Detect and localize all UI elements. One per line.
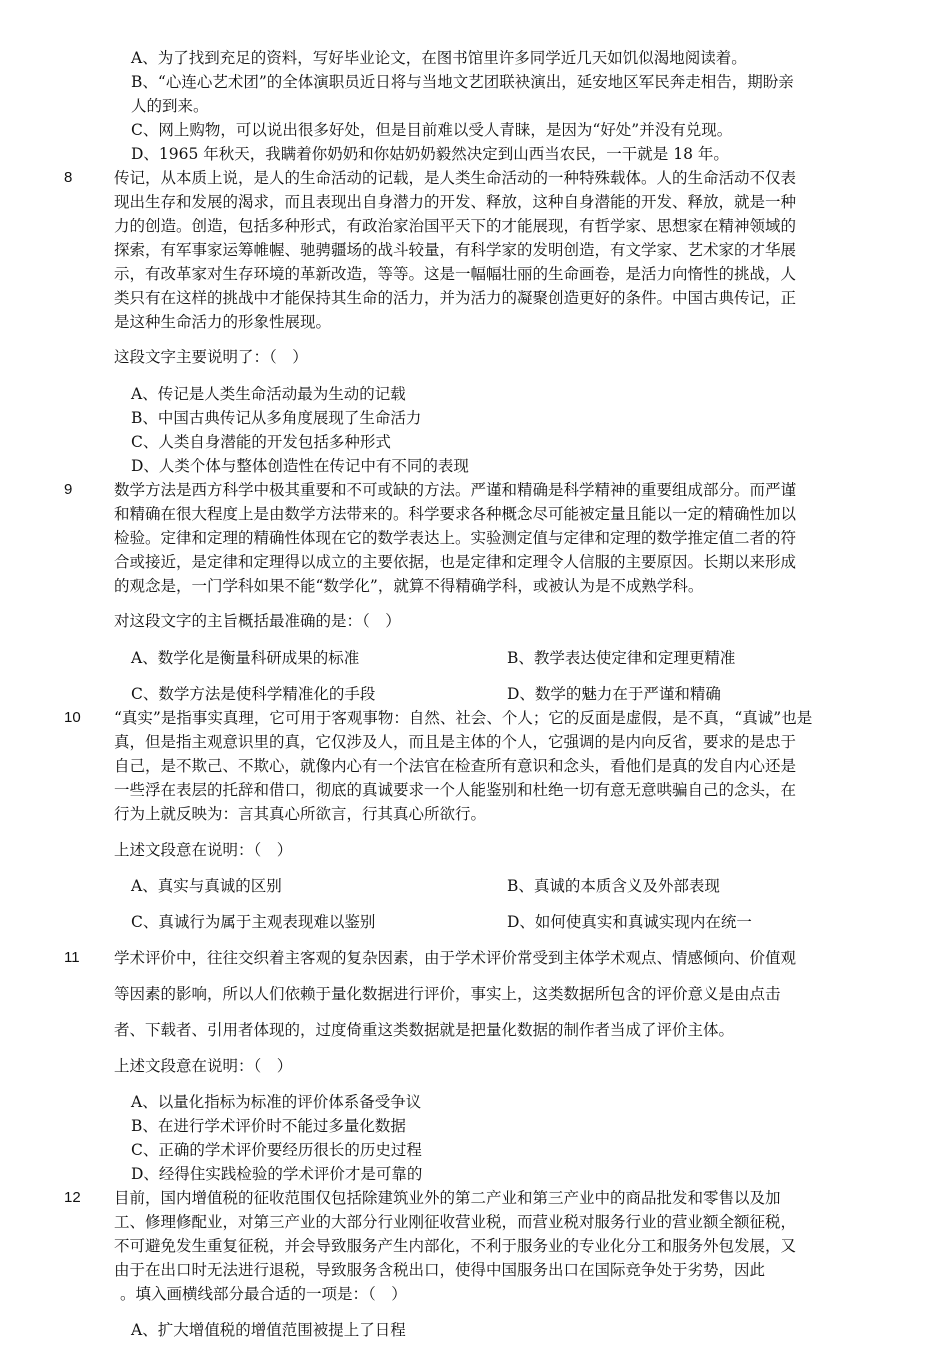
q9-text-line: 数学方法是西方科学中极其重要和不可或缺的方法。严谨和精确是科学精神的重要组成部分。而严谨 [114,481,797,499]
q8-option-a: A、传记是人类生命活动最为生动的记载 [131,385,406,403]
q11-option-c: C、正确的学术评价要经历很长的历史过程 [131,1141,422,1159]
q7-option-b-cont: 人的到来。 [131,97,209,115]
q9-text-line: 检验。定律和定理的精确性体现在它的数学表达上。实验测定值与定律和定理的数学推定值二者的符 [114,529,797,547]
q8-text-line: 类只有在这样的挑战中才能保持其生命的活力，并为活力的凝聚创造更好的条件。中国古典传记，正 [114,289,797,307]
q7-option-a: A、为了找到充足的资料，写好毕业论文，在图书馆里许多同学近几天如饥似渴地阅读着。 [131,49,747,67]
q11-text-line: 等因素的影响，所以人们依赖于量化数据进行评价，事实上，这类数据所包含的评价意义是由点击 [114,985,781,1003]
q10-text-line: 行为上就反映为：言其真心所欲言，行其真心所欲行。 [114,805,487,823]
q9-text-line: 和精确在很大程度上是由数学方法带来的。科学要求各种概念尽可能被定量且能以一定的精确性加以 [114,505,797,523]
q10-option-c: C、真诚行为属于主观表现难以鉴别 [131,913,376,931]
q9-number: 9 [64,481,73,498]
q12-text-line: 由于在出口时无法进行退税，导致服务含税出口，使得中国服务出口在国际竞争处于劣势，因此 [114,1261,766,1279]
q12-text-line: 不可避免发生重复征税，并会导致服务产生内部化，不利于服务业的专业化分工和服务外包发展，又 [114,1237,797,1255]
q8-text-line: 现出生存和发展的渴求，而且表现出自身潜力的开发、释放，这种自身潜能的开发、释放，就是一种 [114,193,797,211]
q12-number: 12 [64,1189,81,1206]
q10-question: 上述文段意在说明：（ ） [114,841,293,859]
q7-option-d: D、1965 年秋天，我瞒着你奶奶和你姑奶奶毅然决定到山西当农民，一干就是 18 年。 [131,145,729,163]
q9-option-d: D、数学的魅力在于严谨和精确 [507,685,721,703]
q9-text-line: 的观念是，一门学科如果不能“数学化”，就算不得精确学科，或被认为是不成熟学科。 [114,577,704,595]
q9-question: 对这段文字的主旨概括最准确的是：（ ） [114,612,401,630]
q11-text-line: 者、下载者、引用者体现的，过度倚重这类数据就是把量化数据的制作者当成了评价主体。 [114,1021,735,1039]
q10-text-line: 自己，是不欺己、不欺心，就像内心有一个法官在检查所有意识和念头，看他们是真的发自内心还是 [114,757,797,775]
q12-text-line: 目前，国内增值税的征收范围仅包括除建筑业外的第二产业和第三产业中的商品批发和零售以及加 [114,1189,781,1207]
q10-option-a: A、真实与真诚的区别 [131,877,282,895]
q11-question: 上述文段意在说明：（ ） [114,1057,293,1075]
q11-option-a: A、以量化指标为标准的评价体系备受争议 [131,1093,422,1111]
q11-number: 11 [64,949,80,966]
q8-text-line: 是这种生命活力的形象性展现。 [114,313,332,331]
q7-option-c: C、网上购物，可以说出很多好处，但是目前难以受人青睐，是因为“好处”并没有兑现。 [131,121,733,139]
q11-text-line: 学术评价中，往往交织着主客观的复杂因素，由于学术评价常受到主体学术观点、情感倾向、价值观 [114,949,797,967]
q8-text-line: 传记，从本质上说，是人的生命活动的记载，是人类生命活动的一种特殊载体。人的生命活动不仅表 [114,169,797,187]
q8-question: 这段文字主要说明了：（ ） [114,348,308,366]
q11-option-b: B、在进行学术评价时不能过多量化数据 [131,1117,406,1135]
q7-option-b: B、“心连心艺术团”的全体演职员近日将与当地文艺团联袂演出，延安地区军民奔走相告，期盼亲 [131,73,794,91]
q10-number: 10 [64,709,81,726]
q9-option-a: A、数学化是衡量科研成果的标准 [131,649,360,667]
q12-option-a: A、扩大增值税的增值范围被提上了日程 [131,1321,406,1339]
q9-option-c: C、数学方法是使科学精准化的手段 [131,685,376,703]
q10-text-line: “真实”是指事实真理，它可用于客观事物：自然、社会、个人；它的反面是虚假，是不真，“真诚”也是 [114,709,813,727]
q12-text-line: 。填入画横线部分最合适的一项是：（ ） [120,1285,407,1303]
q8-option-b: B、中国古典传记从多角度展现了生命活力 [131,409,422,427]
q8-text-line: 示，有改革家对生存环境的革新改造，等等。这是一幅幅壮丽的生命画卷，是活力向惰性的挑战，人 [114,265,797,283]
q10-text-line: 一些浮在表层的托辞和借口，彻底的真诚要求一个人能鉴别和杜绝一切有意无意哄骗自己的念头，在 [114,781,797,799]
q8-text-line: 力的创造。创造，包括多种形式，有政治家治国平天下的才能展现，有哲学家、思想家在精神领域的 [114,217,797,235]
q8-option-c: C、人类自身潜能的开发包括多种形式 [131,433,391,451]
q10-option-d: D、如何使真实和真诚实现内在统一 [507,913,752,931]
q10-text-line: 真，但是指主观意识里的真，它仅涉及人，而且是主体的个人，它强调的是内向反省，要求的是忠于 [114,733,797,751]
q12-text-line: 工、修理修配业，对第三产业的大部分行业刚征收营业税，而营业税对服务行业的营业额全额征税， [114,1213,797,1231]
q11-option-d: D、经得住实践检验的学术评价才是可靠的 [131,1165,423,1183]
q9-option-b: B、教学表达使定律和定理更精准 [507,649,736,667]
q8-number: 8 [64,169,73,186]
q10-option-b: B、真诚的本质含义及外部表现 [507,877,720,895]
q8-text-line: 探索，有军事家运筹帷幄、驰骋疆场的战斗较量，有科学家的发明创造，有文学家、艺术家的才华展 [114,241,797,259]
q9-text-line: 合或接近，是定律和定理得以成立的主要依据，也是定律和定理令人信服的主要原因。长期以来形成 [114,553,797,571]
q8-option-d: D、人类个体与整体创造性在传记中有不同的表现 [131,457,469,475]
